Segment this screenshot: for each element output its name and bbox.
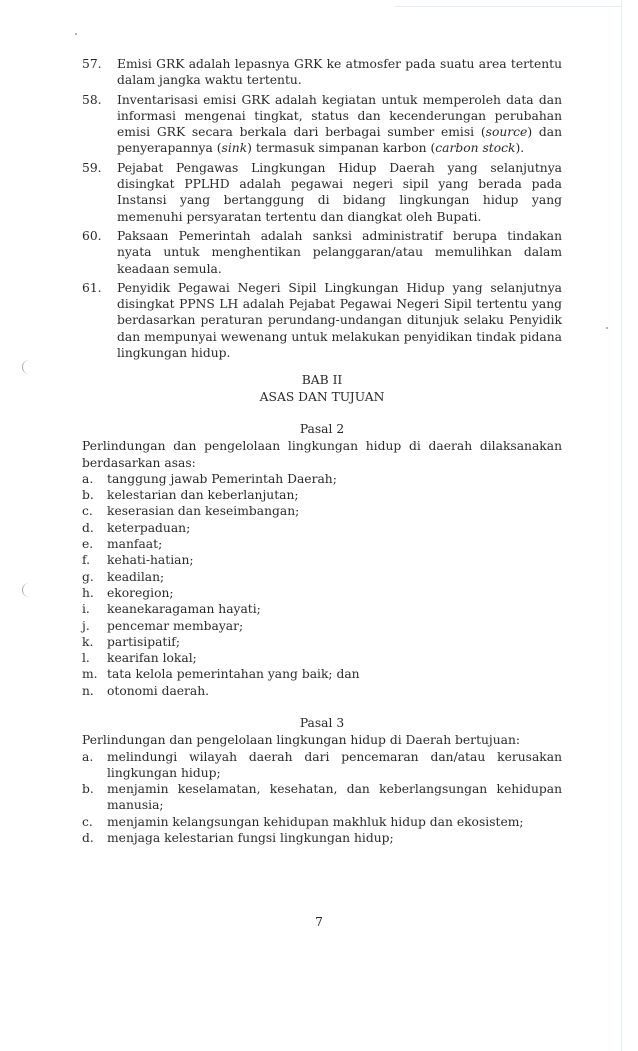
chapter-number: BAB II [301,373,343,388]
list-letter: n. [82,683,94,698]
definition-text: Emisi GRK adalah lepasnya GRK ke atmosfer pada suatu area tertentu dalam jangka waktu tertentu. [117,57,562,88]
definition-item [82,160,562,225]
definition-number: 57. [82,57,102,71]
list-item [82,520,562,536]
article-2-heading: Pasal 2 [299,421,345,436]
list-letter: e. [82,537,94,552]
punch-hole-mark [22,583,33,597]
list-item [82,749,562,782]
list-item [82,814,562,830]
list-text: kelestarian dan keberlanjutan; [107,488,299,503]
list-item [82,683,562,699]
list-text: manfaat; [107,537,163,552]
list-item [82,666,562,682]
list-text: ekoregion; [107,585,174,600]
list-text: kearifan lokal; [107,651,197,666]
list-letter: l. [82,651,90,666]
list-text: menjamin kelangsungan kehidupan makhluk hidup dan ekosistem; [107,814,524,829]
list-letter: k. [82,634,94,649]
page-number: 7 [315,915,323,929]
definition-text: Paksaan Pemerintah adalah sanksi administratif berupa tindakan nyata untuk menghentikan pelanggaran/atau memulihkan dalam keadaan semula. [117,228,562,276]
list-text: keanekaragaman hayati; [107,602,261,617]
list-item [82,781,562,814]
list-text: tanggung jawab Pemerintah Daerah; [107,471,337,486]
list-item [82,552,562,568]
list-letter: f. [82,553,91,568]
definition-text: Penyidik Pegawai Negeri Sipil Lingkungan Hidup yang selanjutnya disingkat PPNS LH adalah Pejabat Pegawai Negeri Sipil tertentu yang berdasarkan peraturan perundang-undangan ditunjuk selaku Penyidik dan mempunyai wewenang untuk melakukan penyidikan tindak pidana lingkungan hidup. [117,280,562,361]
scan-edge-horizontal [395,6,621,7]
list-item [82,830,562,846]
list-letter: a. [82,749,94,764]
list-text: keterpaduan; [107,520,191,535]
list-letter: a. [82,471,94,486]
list-item [82,503,562,519]
definition-number: 60. [82,228,102,243]
definition-number: 61. [82,280,102,295]
list-text: otonomi daerah. [107,683,210,698]
list-letter: m. [82,667,98,682]
definition-item [82,228,562,277]
article-2-intro: Perlindungan dan pengelolaan lingkungan hidup di daerah dilaksanakan berdasarkan asas: [82,439,562,470]
list-letter: c. [82,504,93,519]
list-letter: d. [82,520,94,535]
article-3-heading: Pasal 3 [299,715,345,730]
article-3-intro: Perlindungan dan pengelolaan lingkungan hidup di Daerah bertujuan: [82,733,521,748]
article-2-principles-list [82,471,562,699]
list-text: partisipatif; [107,634,180,649]
definition-item [82,92,562,157]
document-body [82,56,562,846]
list-letter: c. [82,814,93,829]
chapter-title: ASAS DAN TUJUAN [259,389,385,404]
list-letter: b. [82,782,94,797]
list-letter: h. [82,585,94,600]
article-3-objectives-list [82,749,562,847]
list-text: tata kelola pemerintahan yang baik; dan [107,667,360,682]
list-item [82,634,562,650]
scan-speck [606,327,608,329]
list-item [82,536,562,552]
list-letter: i. [82,602,90,617]
definition-text: Pejabat Pengawas Lingkungan Hidup Daerah yang selanjutnya disingkat PPLHD adalah pegawai negeri sipil yang berada pada Instansi yang bertanggung di bidang lingkungan hidup yang memenuhi persyaratan tertentu dan diangkat oleh Bupati. [117,160,562,224]
definition-text: Inventarisasi emisi GRK adalah kegiatan untuk memperoleh data dan informasi mengenai tingkat, status dan kecenderungan perubahan emisi GRK secara berkala dari berbagai sumber emisi (source) dan penyerapannya (sink) termasuk simpanan karbon (carbon stock). [117,92,562,156]
list-text: keserasian dan keseimbangan; [107,504,300,519]
list-text: menjamin keselamatan, kesehatan, dan keberlangsungan kehidupan manusia; [107,782,562,813]
list-item [82,471,562,487]
definition-number: 58. [82,92,102,107]
list-item [82,487,562,503]
list-text: menjaga kelestarian fungsi lingkungan hidup; [107,831,394,846]
list-letter: g. [82,569,94,584]
scan-speck [75,33,77,35]
list-text: kehati-hatian; [107,553,194,568]
definition-item [82,56,562,89]
list-letter: j. [82,618,90,633]
list-item [82,618,562,634]
list-letter: b. [82,488,94,503]
list-item [82,650,562,666]
list-item [82,601,562,617]
punch-hole-mark [22,360,33,374]
list-text: melindungi wilayah daerah dari pencemaran dan/atau kerusakan lingkungan hidup; [107,749,562,780]
definitions-list [82,56,562,361]
scan-edge-vertical [621,0,622,1051]
definition-number: 59. [82,160,102,175]
list-item [82,569,562,585]
definition-item [82,280,562,361]
list-text: pencemar membayar; [107,618,244,633]
list-item [82,585,562,601]
list-letter: d. [82,831,94,846]
list-text: keadilan; [107,569,165,584]
